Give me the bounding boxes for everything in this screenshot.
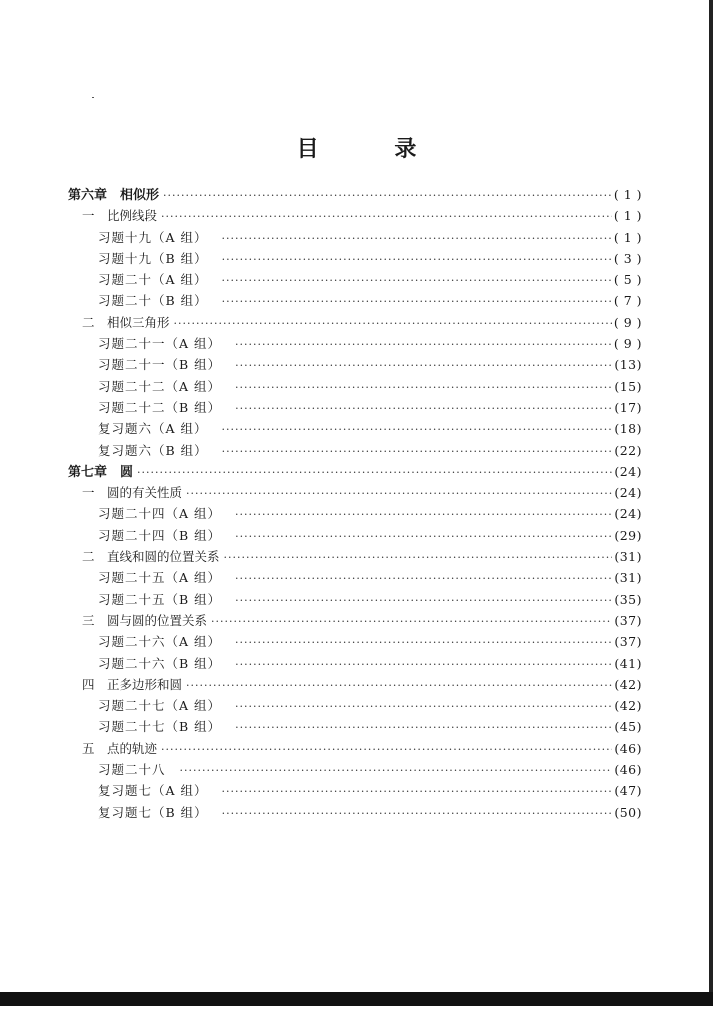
dot-leader <box>235 334 612 355</box>
toc-entry-page-number: (17) <box>614 399 642 415</box>
table-of-contents <box>68 184 642 823</box>
dot-leader <box>137 462 612 483</box>
toc-entry-page-number: (22) <box>614 442 642 458</box>
dot-leader <box>235 590 612 611</box>
dot-leader <box>222 441 613 462</box>
toc-entry-label: 五 点的轨迹 <box>82 740 158 756</box>
toc-entry-page-number: (24) <box>614 506 642 522</box>
toc-entry-label: 二 直线和圆的位置关系 <box>82 549 220 565</box>
toc-entry-exercise[interactable] <box>68 589 642 610</box>
toc-entry-label: 习题二十四（B 组） <box>98 527 222 543</box>
toc-entry-page-number: ( 7 ) <box>613 293 642 309</box>
toc-entry-label: 复习题六（B 组） <box>98 442 208 458</box>
toc-entry-page-number: (15) <box>614 378 642 394</box>
dot-leader <box>222 291 612 312</box>
toc-entry-page-number: (35) <box>614 591 642 607</box>
toc-entry-label: 习题十九（A 组） <box>98 229 208 245</box>
toc-entry-page-number: (42) <box>614 676 642 692</box>
toc-entry-label: 习题十九（B 组） <box>98 250 208 266</box>
toc-entry-label: 习题二十二（B 组） <box>98 399 222 415</box>
toc-entry-label: 第六章 相似形 <box>68 188 160 203</box>
toc-entry-label: 习题二十二（A 组） <box>98 378 222 394</box>
toc-entry-exercise[interactable] <box>68 376 642 397</box>
dot-leader <box>235 696 612 717</box>
toc-entry-page-number: (45) <box>614 719 642 735</box>
toc-entry-label: 习题二十五（A 组） <box>98 570 222 586</box>
dot-leader <box>235 504 612 525</box>
toc-entry-section[interactable] <box>68 546 642 567</box>
dot-leader <box>235 398 612 419</box>
toc-entry-label: 习题二十七（B 组） <box>98 719 222 735</box>
toc-entry-page-number: (31) <box>614 549 642 565</box>
dot-leader <box>222 781 613 802</box>
dot-leader <box>186 483 612 504</box>
dot-leader <box>222 228 612 249</box>
dot-leader <box>235 355 612 376</box>
toc-entry-exercise[interactable] <box>68 248 642 269</box>
toc-entry-label: 习题二十六（A 组） <box>98 634 222 650</box>
toc-entry-label: 习题二十六（B 组） <box>98 655 222 671</box>
toc-entry-exercise[interactable] <box>68 227 642 248</box>
toc-entry-page-number: (24) <box>614 485 642 501</box>
dot-leader <box>211 611 612 632</box>
toc-entry-exercise[interactable] <box>68 802 642 823</box>
toc-entry-exercise[interactable] <box>68 525 642 546</box>
toc-entry-label: 二 相似三角形 <box>82 314 170 330</box>
dot-leader <box>235 526 612 547</box>
toc-entry-label: 习题二十七（A 组） <box>98 698 222 714</box>
toc-entry-exercise[interactable] <box>68 333 642 354</box>
toc-entry-chapter[interactable] <box>68 461 642 482</box>
toc-entry-label: 习题二十一（A 组） <box>98 336 222 352</box>
dot-leader <box>235 377 612 398</box>
toc-entry-label: 四 正多边形和圆 <box>82 676 183 692</box>
dot-leader <box>163 185 612 206</box>
toc-entry-label: 复习题七（B 组） <box>98 804 208 820</box>
toc-entry-page-number: ( 9 ) <box>613 336 642 352</box>
scan-bottom-bar <box>0 992 713 1006</box>
toc-entry-label: 习题二十一（B 组） <box>98 357 222 373</box>
toc-entry-label: 三 圆与圆的位置关系 <box>82 612 208 628</box>
toc-entry-exercise[interactable] <box>68 759 642 780</box>
toc-entry-exercise[interactable] <box>68 418 642 439</box>
toc-entry-exercise[interactable] <box>68 503 642 524</box>
toc-entry-exercise[interactable] <box>68 716 642 737</box>
toc-entry-label: 一 比例线段 <box>82 208 158 224</box>
dot-leader <box>235 717 612 738</box>
toc-entry-exercise[interactable] <box>68 631 642 652</box>
dot-leader <box>222 803 613 824</box>
toc-entry-page-number: (37) <box>614 634 642 650</box>
toc-entry-page-number: ( 1 ) <box>613 187 642 202</box>
toc-entry-page-number: ( 1 ) <box>613 208 642 224</box>
toc-entry-label: 复习题六（A 组） <box>98 421 208 437</box>
toc-entry-page-number: (31) <box>614 570 642 586</box>
dot-leader <box>180 760 613 781</box>
toc-entry-page-number: (37) <box>614 612 642 628</box>
toc-entry-page-number: (18) <box>614 421 642 437</box>
page-title: 目 录 <box>296 137 451 162</box>
toc-entry-chapter[interactable] <box>68 184 642 205</box>
dot-leader <box>235 568 612 589</box>
toc-entry-page-number: (47) <box>614 783 642 799</box>
toc-entry-page-number: ( 1 ) <box>613 229 642 245</box>
toc-entry-label: 习题二十四（A 组） <box>98 506 222 522</box>
dot-leader <box>186 675 612 696</box>
scan-speck <box>92 97 94 98</box>
toc-entry-exercise[interactable] <box>68 354 642 375</box>
toc-entry-section[interactable] <box>68 674 642 695</box>
toc-entry-page-number: (41) <box>614 655 642 671</box>
toc-entry-section[interactable] <box>68 738 642 759</box>
toc-entry-label: 第七章 圆 <box>68 464 134 480</box>
dot-leader <box>174 313 612 334</box>
dot-leader <box>222 249 612 270</box>
toc-entry-exercise[interactable] <box>68 397 642 418</box>
dot-leader <box>235 632 612 653</box>
toc-entry-section[interactable] <box>68 482 642 503</box>
toc-entry-label: 复习题七（A 组） <box>98 783 208 799</box>
dot-leader <box>161 739 612 760</box>
dot-leader <box>224 547 613 568</box>
toc-entry-exercise[interactable] <box>68 567 642 588</box>
toc-entry-page-number: ( 3 ) <box>613 250 642 266</box>
toc-entry-exercise[interactable] <box>68 290 642 311</box>
toc-entry-page-number: (29) <box>614 527 642 543</box>
toc-entry-label: 一 圆的有关性质 <box>82 485 183 501</box>
toc-entry-section[interactable] <box>68 205 642 226</box>
toc-entry-section[interactable] <box>68 312 642 333</box>
dot-leader <box>161 206 612 227</box>
toc-entry-page-number: (46) <box>614 740 642 756</box>
toc-entry-page-number: (24) <box>614 463 642 479</box>
toc-entry-page-number: (42) <box>614 698 642 714</box>
scan-edge-shadow <box>709 0 713 1000</box>
toc-entry-page-number: (50) <box>614 804 642 820</box>
toc-entry-label: 习题二十八 <box>98 762 166 778</box>
toc-entry-page-number: ( 5 ) <box>613 272 642 288</box>
toc-entry-page-number: ( 9 ) <box>613 314 642 330</box>
toc-entry-label: 习题二十（A 组） <box>98 272 208 288</box>
dot-leader <box>222 270 612 291</box>
toc-entry-exercise[interactable] <box>68 695 642 716</box>
toc-entry-exercise[interactable] <box>68 653 642 674</box>
toc-entry-page-number: (13) <box>614 357 642 373</box>
dot-leader <box>235 654 612 675</box>
toc-entry-exercise[interactable] <box>68 269 642 290</box>
toc-entry-exercise[interactable] <box>68 780 642 801</box>
dot-leader <box>222 419 613 440</box>
toc-entry-page-number: (46) <box>614 762 642 778</box>
toc-entry-section[interactable] <box>68 610 642 631</box>
toc-entry-exercise[interactable] <box>68 440 642 461</box>
toc-entry-label: 习题二十五（B 组） <box>98 591 222 607</box>
toc-entry-label: 习题二十（B 组） <box>98 293 208 309</box>
